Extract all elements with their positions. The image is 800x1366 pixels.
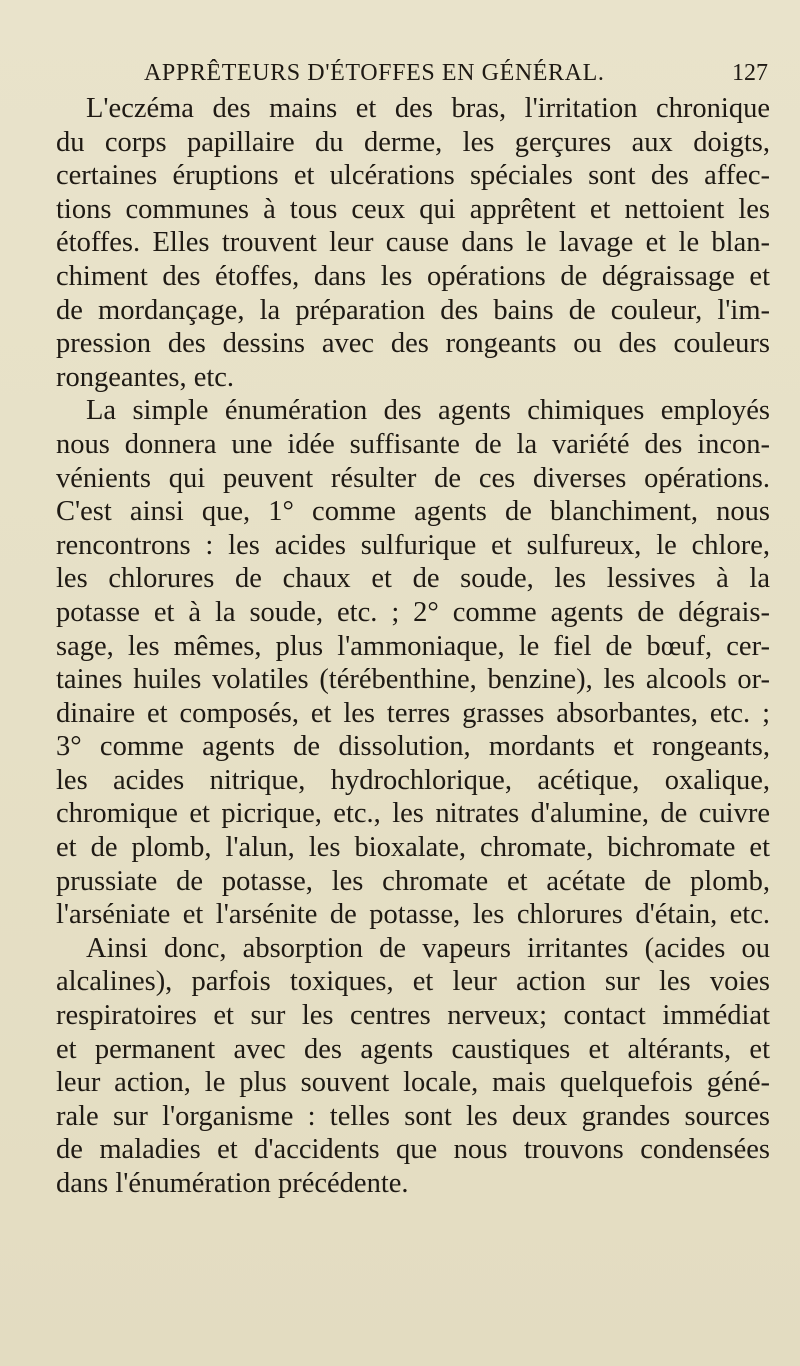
text-line: La simple énumération des agents chimiques employés: [86, 395, 770, 427]
page-number: 127: [732, 60, 768, 86]
text-line: du corps papillaire du derme, les gerçures aux doigts,: [56, 126, 770, 158]
text-line: et permanent avec des agents caustiques et altérants, et: [56, 1033, 770, 1065]
text-line: rale sur l'organisme : telles sont les deux grandes sources: [56, 1100, 770, 1132]
text-line: les acides nitrique, hydrochlorique, acétique, oxalique,: [56, 764, 770, 796]
text-line: et de plomb, l'alun, les bioxalate, chromate, bichromate et: [56, 832, 770, 864]
text-line: prussiate de potasse, les chromate et acétate de plomb,: [56, 865, 770, 897]
text-line: potasse et à la soude, etc. ; 2° comme agents de dégrais-: [56, 596, 770, 628]
text-line: tions communes à tous ceux qui apprêtent et nettoient les: [56, 193, 770, 225]
running-head: [56, 56, 768, 90]
text-line: pression des dessins avec des rongeants ou des couleurs: [56, 328, 770, 360]
text-line: de maladies et d'accidents que nous trouvons condensées: [56, 1134, 770, 1166]
body-text: [56, 92, 770, 1201]
text-line: respiratoires et sur les centres nerveux; contact immédiat: [56, 1000, 770, 1032]
text-line: vénients qui peuvent résulter de ces diverses opérations.: [56, 462, 770, 494]
text-line: certaines éruptions et ulcérations spéciales sont des affec-: [56, 160, 770, 192]
text-line: C'est ainsi que, 1° comme agents de blanchiment, nous: [56, 496, 770, 528]
text-line: leur action, le plus souvent locale, mais quelquefois géné-: [56, 1067, 770, 1099]
text-line: Ainsi donc, absorption de vapeurs irritantes (acides ou: [86, 932, 770, 964]
text-line: étoffes. Elles trouvent leur cause dans le lavage et le blan-: [56, 227, 770, 259]
text-line: rongeantes, etc.: [56, 361, 235, 393]
text-line: nous donnera une idée suffisante de la variété des incon-: [56, 428, 770, 460]
text-line: rencontrons : les acides sulfurique et sulfureux, le chlore,: [56, 529, 770, 561]
text-line: sage, les mêmes, plus l'ammoniaque, le fiel de bœuf, cer-: [56, 630, 770, 662]
text-line: de mordançage, la préparation des bains de couleur, l'im-: [56, 294, 770, 326]
text-line: taines huiles volatiles (térébenthine, benzine), les alcools or-: [56, 664, 770, 696]
text-line: chromique et picrique, etc., les nitrates d'alumine, de cuivre: [56, 798, 770, 830]
text-line: 3° comme agents de dissolution, mordants et rongeants,: [56, 731, 770, 763]
text-line: chiment des étoffes, dans les opérations de dégraissage et: [56, 260, 770, 292]
text-line: dinaire et composés, et les terres grasses absorbantes, etc. ;: [56, 697, 770, 729]
text-line: les chlorures de chaux et de soude, les lessives à la: [56, 563, 770, 595]
text-line: L'eczéma des mains et des bras, l'irritation chronique: [86, 93, 770, 124]
text-line: l'arséniate et l'arsénite de potasse, les chlorures d'étain, etc.: [56, 899, 770, 931]
text-line: alcalines), parfois toxiques, et leur action sur les voies: [56, 966, 770, 998]
text-line: dans l'énumération précédente.: [56, 1168, 409, 1199]
running-title: APPRÊTEURS D'ÉTOFFES EN GÉNÉRAL.: [144, 60, 605, 86]
